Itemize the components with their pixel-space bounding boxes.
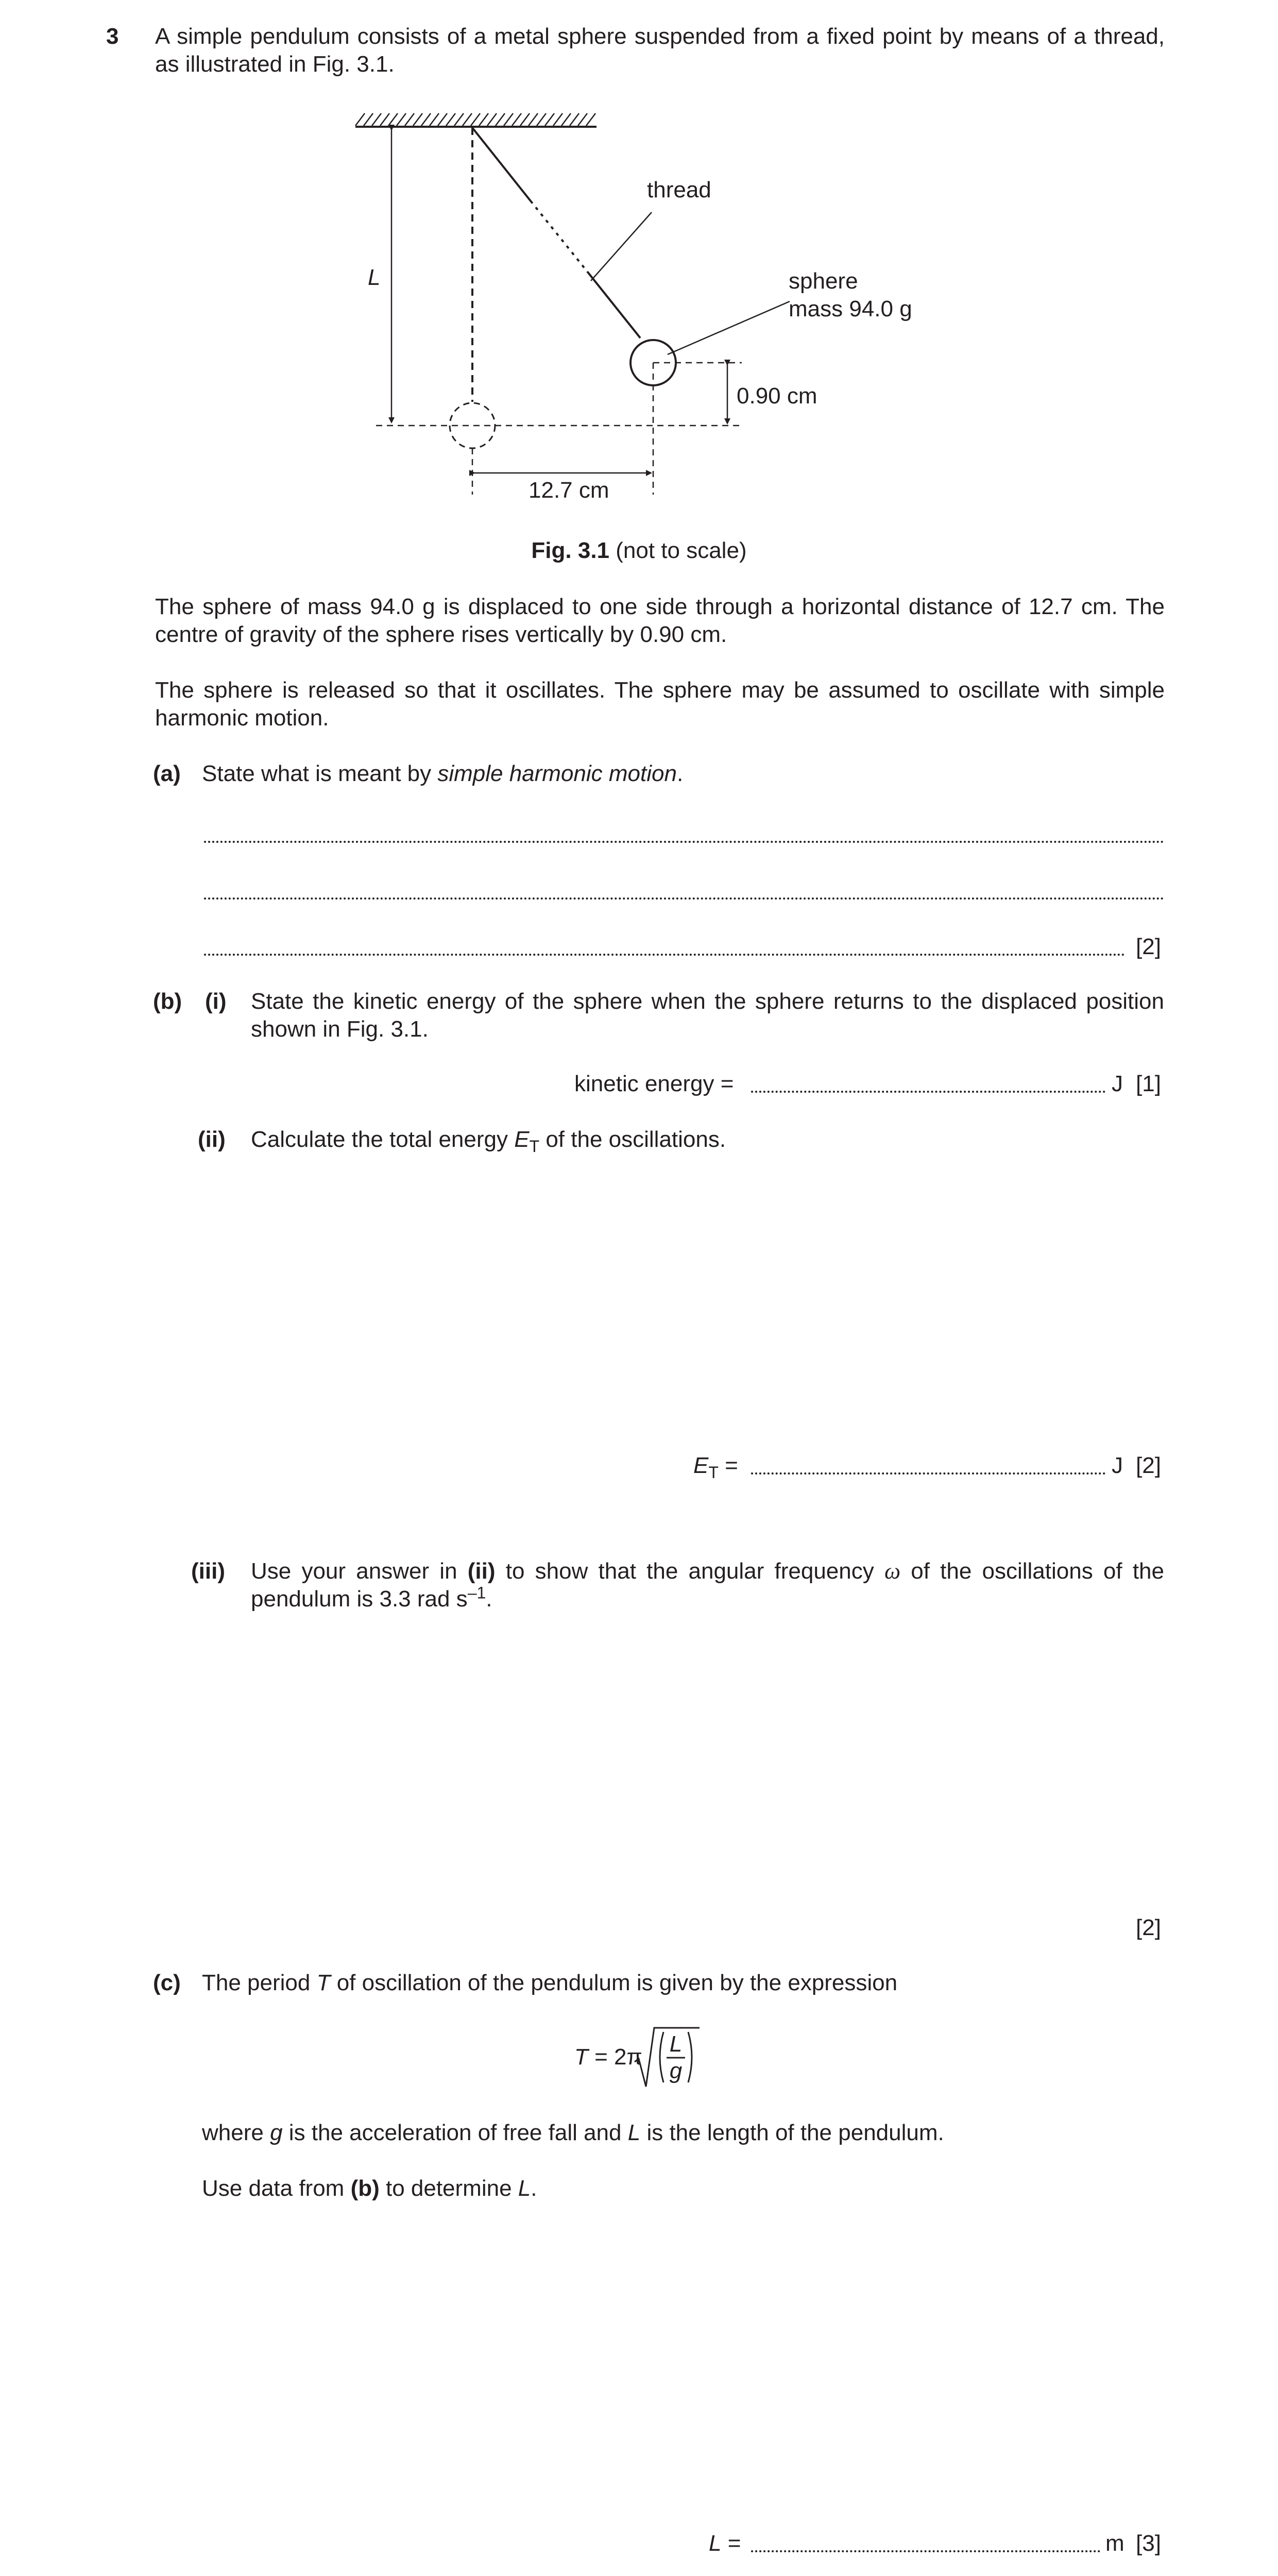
part-b-ii-text-start: Calculate the total energy	[251, 1127, 515, 1152]
total-energy-answer[interactable]	[751, 1472, 1105, 1475]
part-b-iii-text-3: of the oscillations of the pendulum is 3.3 rad s	[251, 1558, 1164, 1612]
part-a-text-start: State what is meant by	[202, 761, 438, 786]
total-energy-answer-label	[693, 1452, 738, 1486]
length-answer[interactable]	[751, 2550, 1100, 2552]
part-c-instruction	[202, 2175, 537, 2202]
where-text-3: is the length of the pendulum.	[640, 2120, 944, 2145]
unit-superscript: –1	[467, 1583, 486, 1602]
where-L: L	[627, 2120, 641, 2145]
pendulum-figure	[0, 0, 1278, 567]
kinetic-energy-unit: J	[1112, 1071, 1123, 1096]
part-c-label: (c)	[153, 1970, 181, 1995]
label-L: L	[368, 265, 381, 290]
where-text-1: where	[202, 2120, 270, 2145]
part-c-text	[202, 1969, 897, 1997]
part-b-iii-text-2: to show that the angular frequency	[495, 1558, 884, 1584]
part-b-iii-label: (iii)	[191, 1558, 225, 1584]
use-ref: (b)	[350, 2176, 380, 2201]
part-b-iii-ref: (ii)	[467, 1558, 496, 1584]
total-energy-symbol: E	[514, 1127, 530, 1152]
period-symbol: T	[316, 1970, 331, 1995]
omega-symbol: ω	[884, 1558, 901, 1584]
part-c-text-end: of oscillation of the pendulum is given by the expression	[330, 1970, 898, 1995]
use-text-3: .	[531, 2176, 537, 2201]
kinetic-energy-answer[interactable]	[751, 1091, 1105, 1093]
figure-caption	[0, 537, 1278, 565]
formula-denominator: g	[669, 2058, 683, 2083]
label-sphere: sphere	[789, 268, 858, 294]
part-b-label: (b)	[153, 989, 182, 1014]
length-unit: m	[1105, 2531, 1124, 2556]
part-b-iii-text-1: Use your answer in	[251, 1558, 468, 1584]
part-a-marks: [2]	[1136, 934, 1161, 959]
displaced-thread	[472, 128, 640, 338]
period-formula	[574, 2043, 642, 2071]
label-thread: thread	[647, 177, 711, 202]
length-answer-symbol: L	[709, 2531, 722, 2556]
use-text-1: Use data from	[202, 2176, 351, 2201]
length-answer-eq: =	[721, 2531, 741, 2556]
part-b-ii-label: (ii)	[198, 1127, 226, 1152]
part-b-i-label: (i)	[205, 989, 227, 1014]
answer-line-a2[interactable]	[204, 897, 1164, 900]
where-g: g	[270, 2120, 283, 2145]
label-height: 0.90 cm	[737, 383, 817, 409]
total-energy-answer-symbol: E	[693, 1453, 709, 1478]
formula-numerator: L	[669, 2031, 683, 2057]
ceiling-support	[355, 113, 597, 127]
part-a-text	[202, 760, 683, 788]
part-a-label: (a)	[153, 761, 181, 786]
formula-T: T	[574, 2044, 588, 2070]
figure-caption-note: (not to scale)	[609, 538, 747, 563]
use-text-2: to determine	[379, 2176, 518, 2201]
part-b-ii-text	[251, 1126, 726, 1160]
total-energy-subscript: T	[529, 1137, 540, 1156]
paragraph-displacement: The sphere of mass 94.0 g is displaced to one side through a horizontal distance of 12.7 cm. The centre of gravity of the sphere rises vertically by 0.90 cm.	[155, 594, 1165, 647]
answer-line-a1[interactable]	[204, 841, 1164, 843]
paragraph-release: The sphere is released so that it oscillates. The sphere may be assumed to oscillate with simple harmonic motion.	[155, 677, 1165, 731]
total-energy-answer-subscript: T	[708, 1463, 719, 1482]
question-intro: A simple pendulum consists of a metal sphere suspended from a fixed point by means of a thread, as illustrated in Fig. 3.1.	[155, 24, 1165, 77]
part-c-where	[202, 2119, 944, 2147]
label-mass: mass 94.0 g	[789, 296, 912, 321]
part-b-iii-marks: [2]	[1136, 1915, 1161, 1940]
length-answer-label	[709, 2530, 741, 2557]
where-text-2: is the acceleration of free fall and	[282, 2120, 628, 2145]
figure-caption-title: Fig. 3.1	[531, 538, 610, 563]
part-b-i-text: State the kinetic energy of the sphere when the sphere returns to the displaced position shown in Fig. 3.1.	[251, 989, 1164, 1042]
part-c-marks: [3]	[1136, 2531, 1161, 2556]
kinetic-energy-label: kinetic energy =	[574, 1071, 734, 1096]
question-number: 3	[106, 24, 119, 49]
part-b-iii-text	[251, 1557, 1164, 1613]
part-a-term: simple harmonic motion	[437, 761, 677, 786]
part-b-ii-text-end: of the oscillations.	[539, 1127, 726, 1152]
part-a-text-end: .	[676, 761, 684, 786]
label-horizontal: 12.7 cm	[529, 478, 609, 503]
sqrt-fraction	[634, 2025, 701, 2092]
use-L: L	[518, 2176, 531, 2201]
part-c-text-start: The period	[202, 1970, 317, 1995]
answer-line-a3[interactable]	[204, 954, 1125, 956]
part-b-iii-text-4: .	[486, 1586, 492, 1612]
total-energy-answer-eq: =	[718, 1453, 738, 1478]
part-b-i-marks: [1]	[1136, 1071, 1161, 1096]
formula-equals: = 2π	[588, 2044, 642, 2070]
total-energy-unit: J	[1112, 1453, 1123, 1478]
part-b-ii-marks: [2]	[1136, 1453, 1161, 1478]
